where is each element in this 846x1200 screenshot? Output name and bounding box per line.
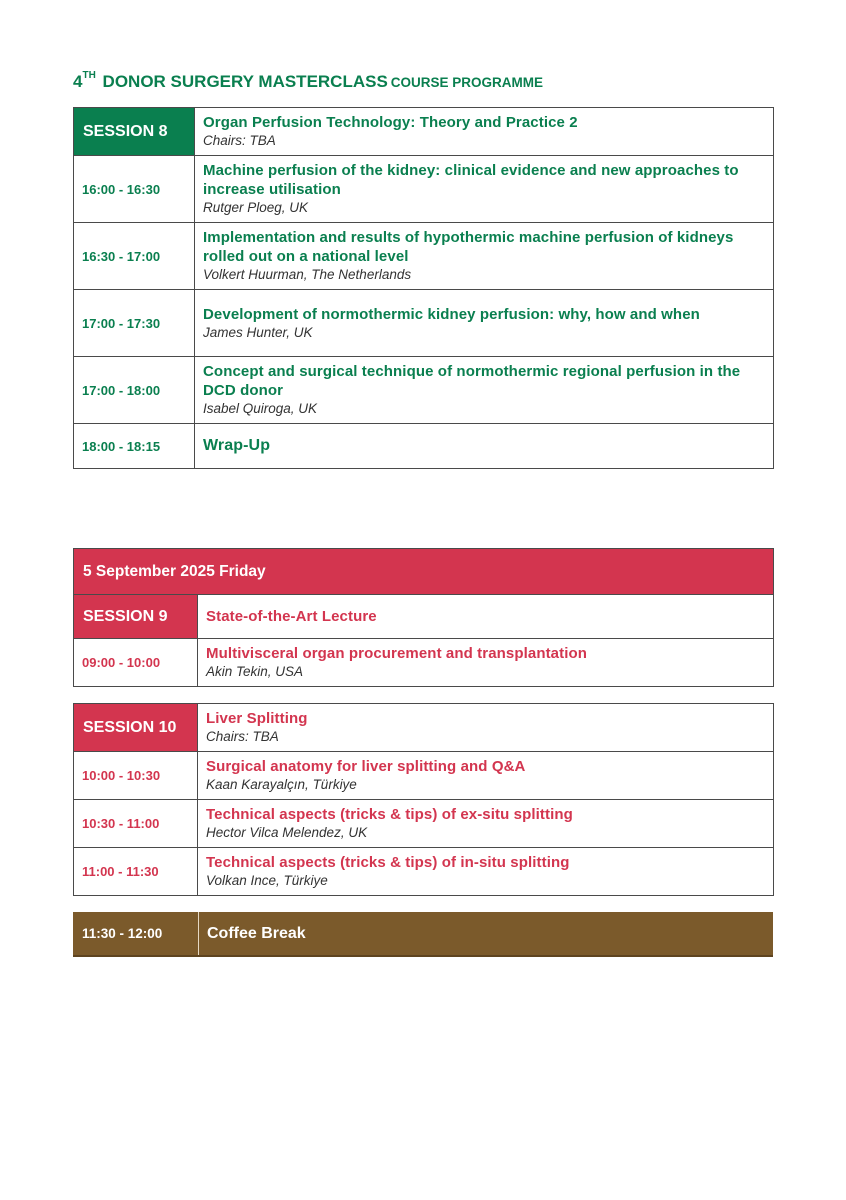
coffee-break-label: Coffee Break [207, 924, 306, 942]
talk-title: Concept and surgical technique of normothermic regional perfusion in the DCD donor [203, 363, 741, 399]
session-title: Liver Splitting [206, 710, 308, 727]
talk-title: Technical aspects (tricks & tips) of ex-situ splitting [206, 806, 573, 823]
session-chairs: Chairs: TBA [203, 133, 276, 148]
session-title: State-of-the-Art Lecture [206, 607, 377, 625]
title-main: DONOR SURGERY MASTERCLASS [102, 72, 388, 91]
talk-info [198, 752, 774, 800]
session-info [198, 704, 774, 752]
session-header-row [74, 595, 774, 639]
talk-title: Implementation and results of hypothermic machine perfusion of kidneys rolled out on a national level [203, 229, 734, 265]
table-row [74, 800, 774, 848]
talk-speaker: Hector Vilca Melendez, UK [206, 825, 368, 840]
talk-time: 17:00 - 17:30 [74, 290, 195, 357]
page-title [73, 72, 543, 92]
session-header-row [74, 108, 774, 156]
talk-info [198, 800, 774, 848]
talk-speaker: Akin Tekin, USA [206, 664, 304, 679]
session-label: SESSION 8 [74, 108, 195, 156]
talk-time: 17:00 - 18:00 [74, 357, 195, 424]
talk-info [195, 357, 774, 424]
title-sub: COURSE PROGRAMME [390, 75, 544, 90]
talk-speaker: James Hunter, UK [203, 324, 313, 340]
session-10-table [73, 703, 774, 896]
table-row [74, 424, 774, 469]
date-row [74, 549, 774, 595]
session-8-table [73, 107, 774, 469]
talk-title: Technical aspects (tricks & tips) of in-situ splitting [206, 854, 570, 871]
session-label: SESSION 9 [74, 595, 198, 639]
talk-speaker: Volkert Huurman, The Netherlands [203, 267, 412, 282]
table-row [74, 752, 774, 800]
talk-title: Machine perfusion of the kidney: clinical evidence and new approaches to increase utilisation [203, 162, 739, 198]
talk-speaker: Kaan Karayalçın, Türkiye [206, 777, 357, 792]
talk-time: 16:00 - 16:30 [74, 156, 195, 223]
talk-time: 11:00 - 11:30 [74, 848, 198, 896]
talk-title: Development of normothermic kidney perfusion: why, how and when [203, 305, 700, 323]
talk-info [195, 290, 774, 357]
talk-time: 10:00 - 10:30 [74, 752, 198, 800]
title-superscript: TH [82, 70, 96, 81]
coffee-break-row [73, 912, 773, 957]
talk-info [195, 223, 774, 290]
talk-info [195, 156, 774, 223]
talk-info [198, 639, 774, 687]
session-header-row [74, 704, 774, 752]
talk-time: 18:00 - 18:15 [74, 424, 195, 469]
talk-title: Multivisceral organ procurement and transplantation [206, 645, 588, 662]
talk-title: Wrap-Up [203, 437, 271, 454]
session-title: Organ Perfusion Technology: Theory and Practice 2 [203, 114, 578, 131]
table-row [74, 156, 774, 223]
day-date: 5 September 2025 Friday [74, 549, 774, 595]
session-info [198, 595, 774, 639]
talk-time: 16:30 - 17:00 [74, 223, 195, 290]
talk-title: Surgical anatomy for liver splitting and Q&A [206, 758, 526, 775]
table-row [74, 290, 774, 357]
talk-info [195, 424, 774, 469]
table-row [74, 848, 774, 896]
talk-speaker: Rutger Ploeg, UK [203, 200, 309, 215]
table-row [74, 357, 774, 424]
table-row [74, 639, 774, 687]
session-info [195, 108, 774, 156]
session-chairs: Chairs: TBA [206, 729, 279, 744]
talk-time: 09:00 - 10:00 [74, 639, 198, 687]
talk-speaker: Isabel Quiroga, UK [203, 401, 318, 416]
table-row [74, 223, 774, 290]
title-number: 4 [73, 72, 83, 91]
session-9-table [73, 548, 774, 687]
talk-speaker: Volkan Ince, Türkiye [206, 873, 328, 888]
talk-time: 10:30 - 11:00 [74, 800, 198, 848]
coffee-break-time: 11:30 - 12:00 [73, 912, 199, 955]
talk-info [198, 848, 774, 896]
session-label: SESSION 10 [74, 704, 198, 752]
